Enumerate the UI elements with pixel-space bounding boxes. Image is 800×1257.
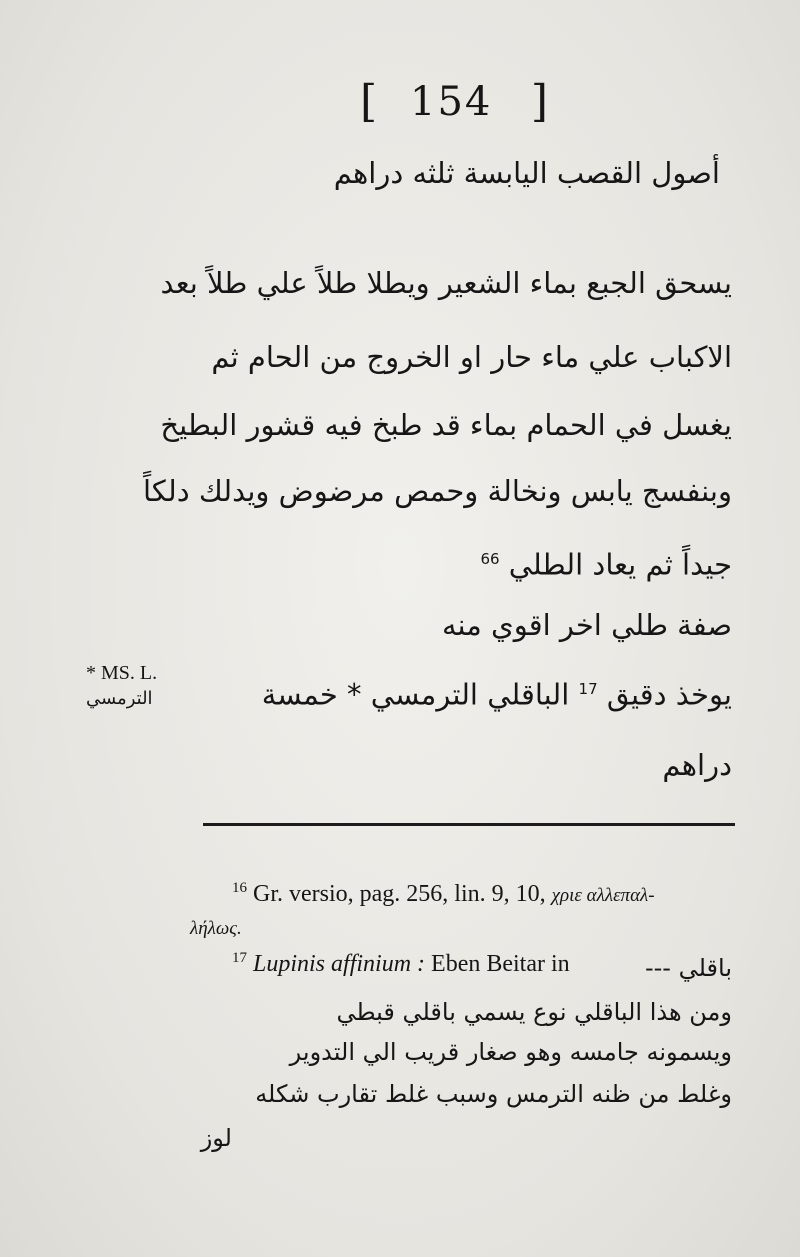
footnote-16 [232, 880, 655, 908]
footnote-arabic-line: ومن هذا الباقلي نوع يسمي باقلي قبطي [336, 998, 732, 1026]
bracket-right: ] [530, 76, 550, 127]
footnote-divider [203, 823, 735, 826]
footnote-number: 16 [232, 880, 247, 896]
arabic-text-line: يسحق الجبع بماء الشعير ويطلا طلاً علي طلاً بعد [160, 266, 732, 300]
arabic-text: يوخذ دقيق [606, 677, 732, 712]
bracket-left: [ [360, 76, 380, 127]
footnote-ref-17: 17 [578, 680, 598, 698]
footnote-arabic-line: لوز [200, 1124, 232, 1152]
footnote-number: 17 [232, 950, 247, 966]
arabic-text-line: دراهم [662, 748, 732, 782]
margin-note-arabic: الترمسي [86, 688, 153, 709]
footnote-arabic-line: وغلط من ظنه الترمس وسبب غلط تقارب شكله [255, 1080, 732, 1108]
footnote-arabic-inline: باقلي --- [644, 954, 732, 982]
arabic-text: جيداً ثم يعاد الطلي [508, 547, 732, 582]
footnote-arabic-line: ويسمونه جامسه وهو صغار قريب الي التدوير [289, 1038, 732, 1066]
footnote-italic: Lupinis affinium : [253, 951, 426, 977]
quote-mark: 66 [480, 550, 500, 568]
arabic-subheading-line: صفة طلي اخر اقوي منه [442, 608, 732, 642]
footnote-greek: χριε αλλεπαλ- [551, 885, 655, 906]
footnote-greek: λήλως. [190, 918, 242, 939]
arabic-text-line [262, 664, 732, 720]
arabic-text-line: الاكباب علي ماء حار او الخروج من الحام ثم [211, 340, 732, 374]
margin-note [86, 660, 186, 712]
footnote-text: Gr. versio, pag. 256, lin. 9, 10, [253, 881, 546, 907]
margin-note-label: * MS. L. [86, 662, 158, 684]
page-header [360, 72, 550, 132]
arabic-text-line: وبنفسج يابس ونخالة وحمص مرضوض ويدلك دلكاً [143, 474, 732, 508]
footnote-16-cont [190, 918, 242, 940]
arabic-heading-line: أصول القصب اليابسة ثلثه دراهم [333, 156, 720, 190]
footnote-17 [232, 950, 570, 978]
footnote-text: Eben Beitar in [431, 951, 570, 977]
arabic-text-line [480, 534, 732, 590]
arabic-text: الباقلي الترمسي * خمسة [261, 677, 570, 712]
page-number: 154 [410, 79, 493, 125]
arabic-text-line: يغسل في الحمام بماء قد طبخ فيه قشور البطيخ [160, 408, 732, 442]
